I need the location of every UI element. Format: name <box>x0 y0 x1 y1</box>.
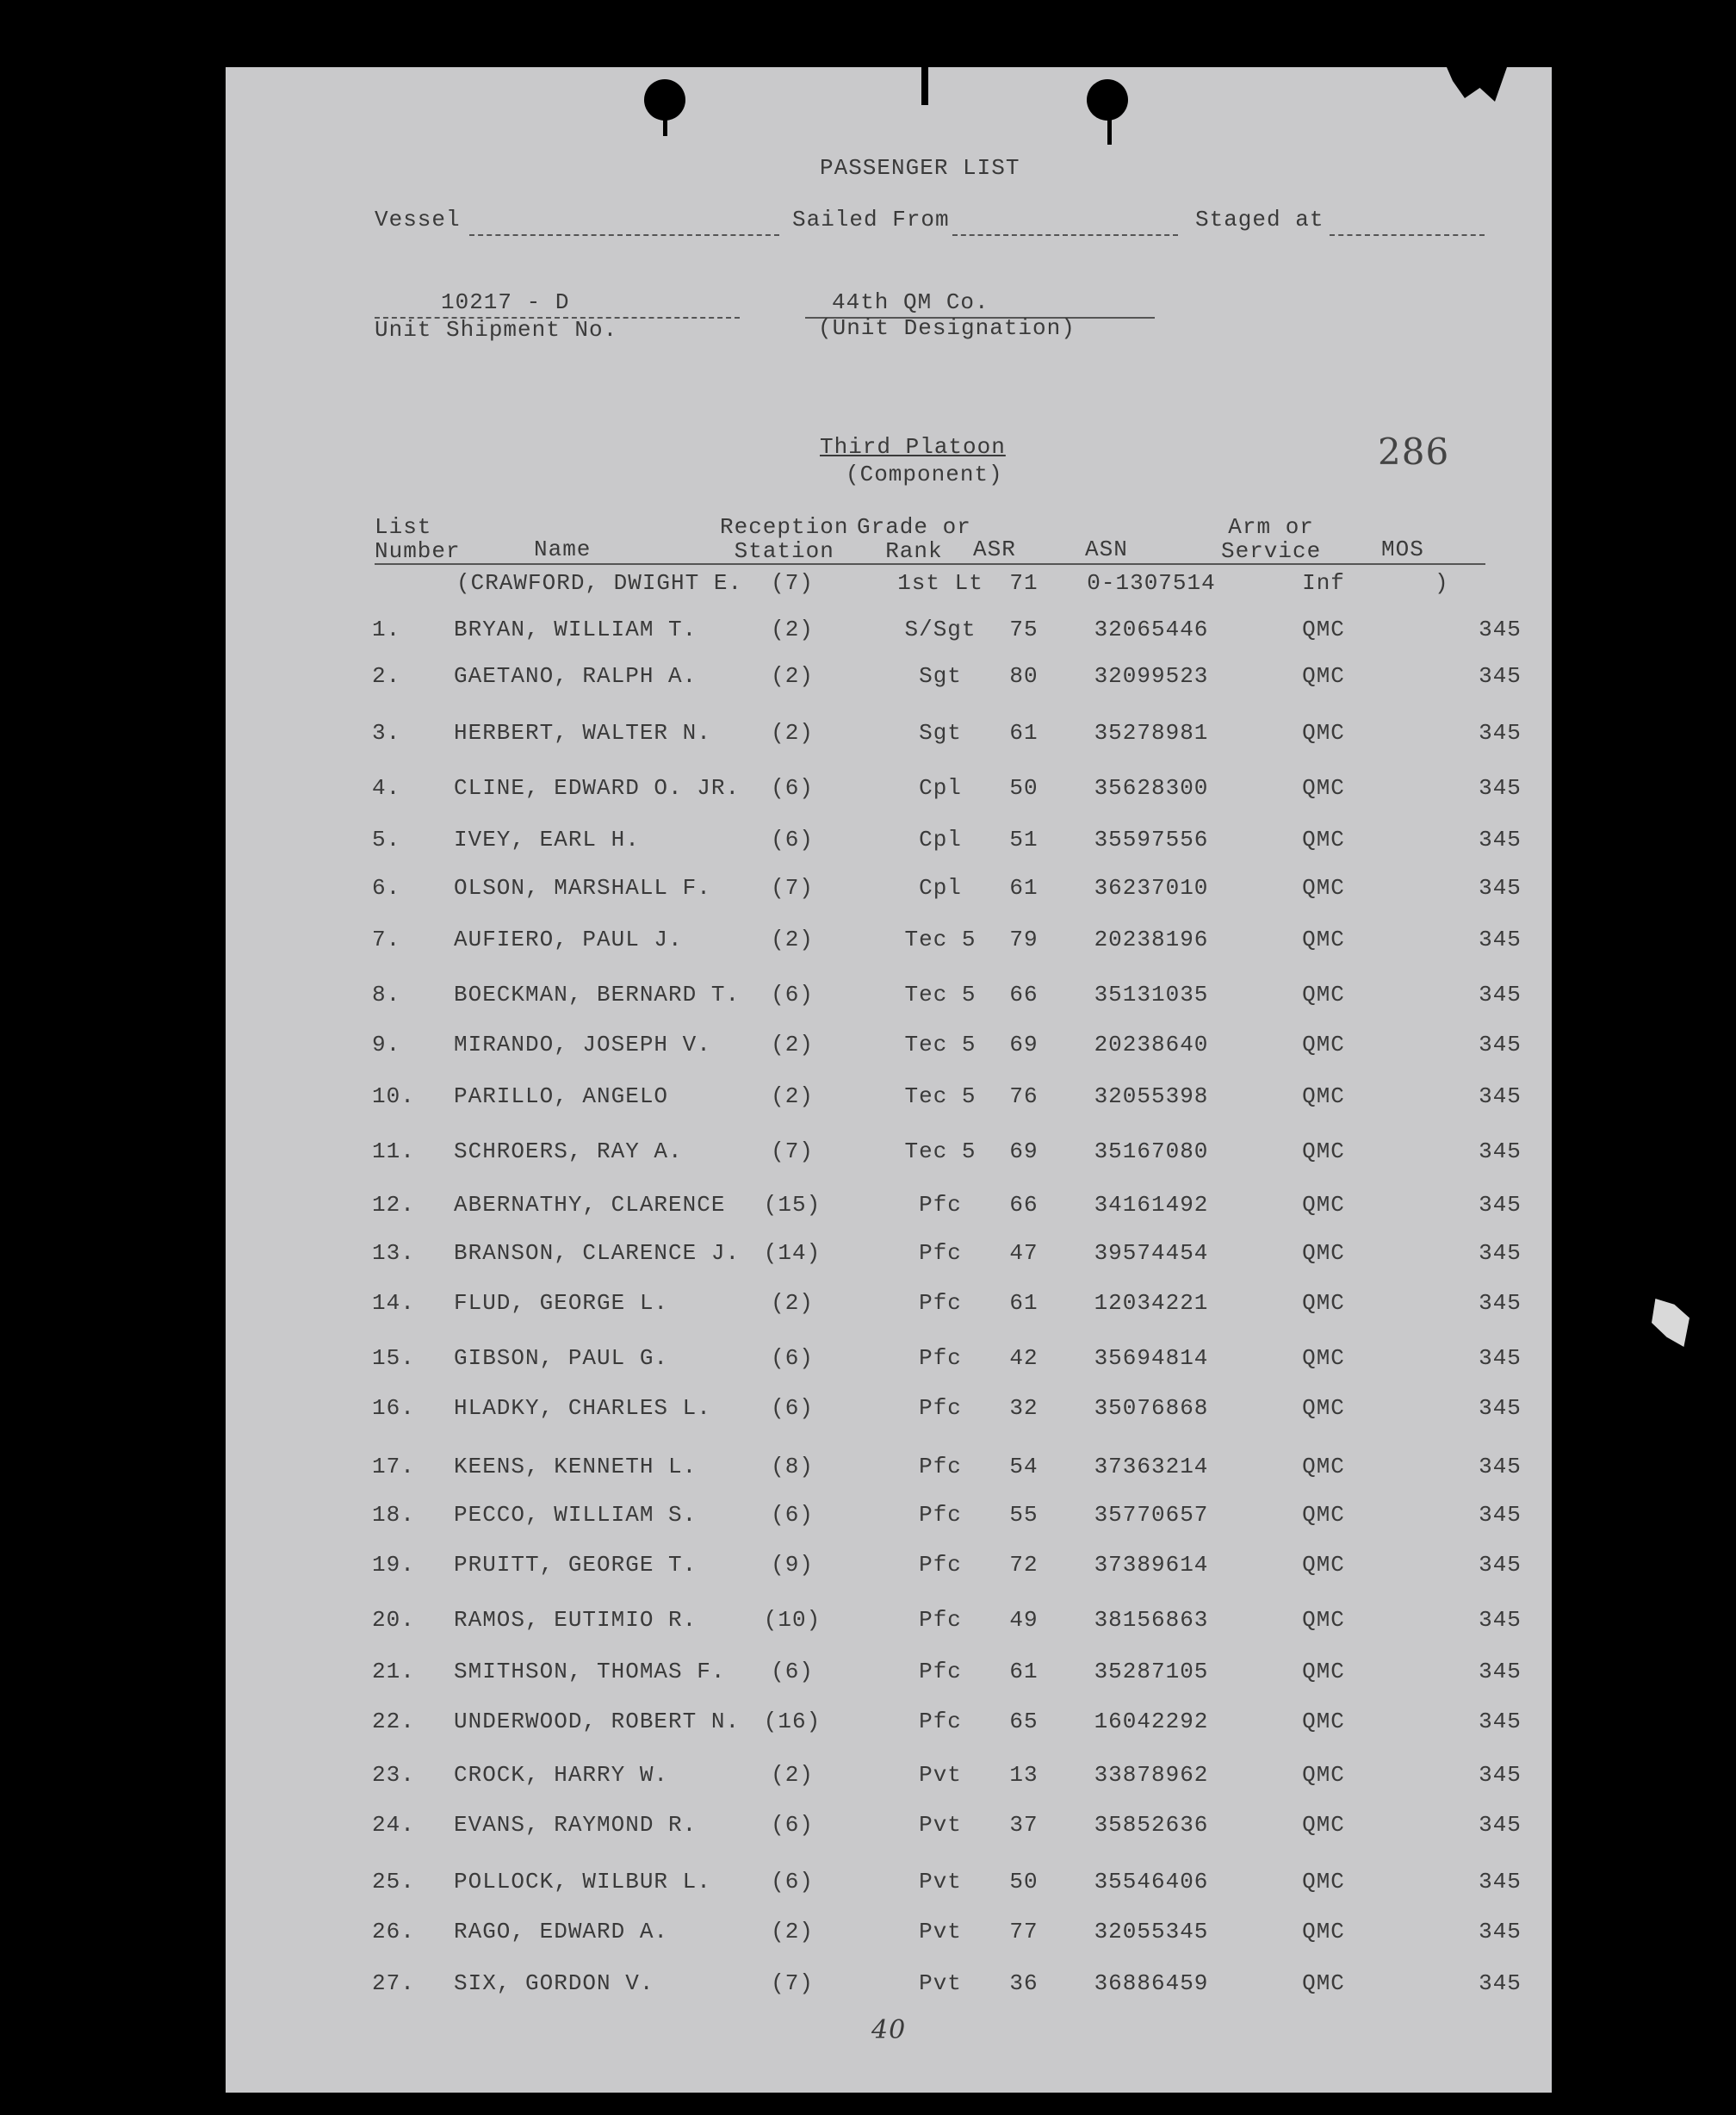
table-row <box>226 1552 1552 1586</box>
row-arm-service: QMC <box>1302 1502 1345 1528</box>
officer-name: (CRAWFORD, DWIGHT E. <box>456 570 743 596</box>
header-reception-station-text: Reception Station <box>720 514 849 564</box>
row-name: GAETANO, RALPH A. <box>454 663 698 689</box>
table-row <box>226 1812 1552 1846</box>
row-name: HERBERT, WALTER N. <box>454 720 711 746</box>
unit-designation-label: (Unit Designation) <box>818 315 1076 341</box>
row-arm-service: QMC <box>1302 1607 1345 1633</box>
row-asn: 37363214 <box>1094 1454 1209 1479</box>
row-number: 9. <box>372 1032 401 1058</box>
row-name: PECCO, WILLIAM S. <box>454 1502 698 1528</box>
officer-close-paren: ) <box>1435 570 1449 596</box>
row-mos: 345 <box>1479 1345 1522 1371</box>
row-mos: 345 <box>1479 1032 1522 1058</box>
row-asr: 47 <box>1009 1240 1038 1266</box>
row-asr: 66 <box>1009 982 1038 1008</box>
row-name: MIRANDO, JOSEPH V. <box>454 1032 711 1058</box>
row-mos: 345 <box>1479 1192 1522 1218</box>
row-reception-station: (14) <box>763 1240 822 1266</box>
row-arm-service: QMC <box>1302 1395 1345 1421</box>
row-asn: 32065446 <box>1094 617 1209 642</box>
row-asn: 12034221 <box>1094 1290 1209 1316</box>
paper-fragment <box>1652 1299 1690 1347</box>
row-arm-service: QMC <box>1302 1290 1345 1316</box>
row-reception-station: (6) <box>771 1395 814 1421</box>
row-asr: 79 <box>1009 927 1038 952</box>
row-number: 27. <box>372 1970 415 1996</box>
row-name: CLINE, EDWARD O. JR. <box>454 775 741 801</box>
row-mos: 345 <box>1479 1812 1522 1838</box>
table-row <box>226 927 1552 961</box>
row-grade: Sgt <box>919 663 962 689</box>
row-name: IVEY, EARL H. <box>454 827 640 853</box>
row-asn: 20238640 <box>1094 1032 1209 1058</box>
table-row <box>226 1083 1552 1118</box>
row-grade: Pfc <box>919 1709 962 1734</box>
document-title: PASSENGER LIST <box>820 155 1020 181</box>
staged-at-label: Staged at <box>1195 207 1324 233</box>
row-number: 16. <box>372 1395 415 1421</box>
table-row <box>226 1192 1552 1226</box>
row-asr: 61 <box>1009 1659 1038 1684</box>
row-name: RAGO, EDWARD A. <box>454 1919 669 1944</box>
officer-station: (7) <box>771 570 814 596</box>
row-mos: 345 <box>1479 617 1522 642</box>
row-arm-service: QMC <box>1302 1345 1345 1371</box>
table-row <box>226 1607 1552 1641</box>
row-arm-service: QMC <box>1302 827 1345 853</box>
row-grade: Tec 5 <box>904 1083 976 1109</box>
row-mos: 345 <box>1479 1762 1522 1788</box>
row-asn: 35287105 <box>1094 1659 1209 1684</box>
table-row <box>226 827 1552 861</box>
row-asr: 51 <box>1009 827 1038 853</box>
row-asn: 20238196 <box>1094 927 1209 952</box>
row-arm-service: QMC <box>1302 982 1345 1008</box>
row-grade: Cpl <box>919 827 962 853</box>
table-row <box>226 1395 1552 1430</box>
row-arm-service: QMC <box>1302 1192 1345 1218</box>
row-reception-station: (2) <box>771 663 814 689</box>
table-row <box>226 1290 1552 1324</box>
row-asn: 36886459 <box>1094 1970 1209 1996</box>
row-grade: Pvt <box>919 1869 962 1895</box>
row-arm-service: QMC <box>1302 1659 1345 1684</box>
row-number: 15. <box>372 1345 415 1371</box>
row-reception-station: (2) <box>771 927 814 952</box>
header-arm-text: Arm or Service <box>1221 514 1322 564</box>
row-asn: 38156863 <box>1094 1607 1209 1633</box>
row-asr: 13 <box>1009 1762 1038 1788</box>
row-mos: 345 <box>1479 1502 1522 1528</box>
row-asn: 35278981 <box>1094 720 1209 746</box>
row-grade: Pfc <box>919 1290 962 1316</box>
row-reception-station: (6) <box>771 1345 814 1371</box>
table-row <box>226 775 1552 809</box>
row-grade: Pfc <box>919 1552 962 1578</box>
row-asr: 61 <box>1009 1290 1038 1316</box>
row-grade: Pfc <box>919 1240 962 1266</box>
row-name: HLADKY, CHARLES L. <box>454 1395 711 1421</box>
row-arm-service: QMC <box>1302 720 1345 746</box>
row-number: 20. <box>372 1607 415 1633</box>
row-reception-station: (2) <box>771 1032 814 1058</box>
row-name: RAMOS, EUTIMIO R. <box>454 1607 698 1633</box>
row-asn: 35076868 <box>1094 1395 1209 1421</box>
row-reception-station: (6) <box>771 982 814 1008</box>
row-grade: Pvt <box>919 1970 962 1996</box>
row-name: AUFIERO, PAUL J. <box>454 927 683 952</box>
row-number: 25. <box>372 1869 415 1895</box>
row-asr: 37 <box>1009 1812 1038 1838</box>
row-grade: Cpl <box>919 775 962 801</box>
row-number: 12. <box>372 1192 415 1218</box>
header-list-number-text: List Number <box>375 514 461 564</box>
sailed-from-label: Sailed From <box>792 207 950 233</box>
row-number: 10. <box>372 1083 415 1109</box>
row-reception-station: (2) <box>771 1290 814 1316</box>
row-grade: Pfc <box>919 1659 962 1684</box>
row-asr: 72 <box>1009 1552 1038 1578</box>
row-asr: 69 <box>1009 1138 1038 1164</box>
row-asn: 35694814 <box>1094 1345 1209 1371</box>
header-asn: ASN <box>1085 537 1128 562</box>
row-asn: 36237010 <box>1094 875 1209 901</box>
row-grade: Cpl <box>919 875 962 901</box>
row-asr: 80 <box>1009 663 1038 689</box>
row-name: ABERNATHY, CLARENCE <box>454 1192 726 1218</box>
row-mos: 345 <box>1479 1290 1522 1316</box>
header-mos: MOS <box>1381 537 1424 562</box>
row-grade: Tec 5 <box>904 1138 976 1164</box>
row-grade: Pfc <box>919 1395 962 1421</box>
row-asr: 66 <box>1009 1192 1038 1218</box>
row-grade: Pfc <box>919 1192 962 1218</box>
row-mos: 345 <box>1479 1919 1522 1944</box>
row-name: FLUD, GEORGE L. <box>454 1290 669 1316</box>
row-mos: 345 <box>1479 982 1522 1008</box>
row-reception-station: (6) <box>771 1659 814 1684</box>
officer-asn: 0-1307514 <box>1087 570 1216 596</box>
row-reception-station: (6) <box>771 1812 814 1838</box>
row-grade: Tec 5 <box>904 982 976 1008</box>
row-asn: 33878962 <box>1094 1762 1209 1788</box>
row-grade: Pvt <box>919 1762 962 1788</box>
row-name: OLSON, MARSHALL F. <box>454 875 711 901</box>
row-asn: 32055398 <box>1094 1083 1209 1109</box>
row-asn: 35852636 <box>1094 1812 1209 1838</box>
row-asn: 35628300 <box>1094 775 1209 801</box>
row-mos: 345 <box>1479 1240 1522 1266</box>
officer-row <box>226 570 1552 605</box>
row-arm-service: QMC <box>1302 1138 1345 1164</box>
row-name: BRANSON, CLARENCE J. <box>454 1240 741 1266</box>
row-mos: 345 <box>1479 1607 1522 1633</box>
row-mos: 345 <box>1479 663 1522 689</box>
row-number: 3. <box>372 720 401 746</box>
row-grade: Pfc <box>919 1502 962 1528</box>
row-asn: 39574454 <box>1094 1240 1209 1266</box>
unit-shipment-number: 10217 - D <box>441 289 570 315</box>
row-number: 4. <box>372 775 401 801</box>
page-number: 286 <box>1378 431 1450 473</box>
officer-arm: Inf <box>1302 570 1345 596</box>
row-reception-station: (9) <box>771 1552 814 1578</box>
row-number: 24. <box>372 1812 415 1838</box>
component-name: Third Platoon <box>820 434 1006 460</box>
row-asr: 61 <box>1009 875 1038 901</box>
unit-shipment-label: Unit Shipment No. <box>375 317 618 343</box>
row-reception-station: (10) <box>763 1607 822 1633</box>
table-row <box>226 875 1552 909</box>
row-arm-service: QMC <box>1302 875 1345 901</box>
row-asr: 69 <box>1009 1032 1038 1058</box>
row-asr: 61 <box>1009 720 1038 746</box>
row-name: PARILLO, ANGELO <box>454 1083 669 1109</box>
row-asr: 77 <box>1009 1919 1038 1944</box>
row-asn: 32055345 <box>1094 1919 1209 1944</box>
row-number: 13. <box>372 1240 415 1266</box>
row-number: 2. <box>372 663 401 689</box>
row-asr: 50 <box>1009 1869 1038 1895</box>
row-reception-station: (15) <box>763 1192 822 1218</box>
row-name: POLLOCK, WILBUR L. <box>454 1869 711 1895</box>
row-reception-station: (2) <box>771 1762 814 1788</box>
row-asn: 35131035 <box>1094 982 1209 1008</box>
row-grade: Pfc <box>919 1607 962 1633</box>
row-mos: 345 <box>1479 1970 1522 1996</box>
table-row <box>226 1138 1552 1173</box>
row-arm-service: QMC <box>1302 617 1345 642</box>
row-asn: 32099523 <box>1094 663 1209 689</box>
row-mos: 345 <box>1479 720 1522 746</box>
table-row <box>226 1240 1552 1275</box>
row-name: BRYAN, WILLIAM T. <box>454 617 698 642</box>
row-asn: 34161492 <box>1094 1192 1209 1218</box>
row-asr: 49 <box>1009 1607 1038 1633</box>
row-reception-station: (7) <box>771 1138 814 1164</box>
table-row <box>226 663 1552 698</box>
row-reception-station: (6) <box>771 1502 814 1528</box>
row-asr: 50 <box>1009 775 1038 801</box>
row-arm-service: QMC <box>1302 775 1345 801</box>
table-row <box>226 1869 1552 1903</box>
row-arm-service: QMC <box>1302 1812 1345 1838</box>
row-mos: 345 <box>1479 927 1522 952</box>
row-arm-service: QMC <box>1302 1032 1345 1058</box>
header-grade-text: Grade or Rank <box>857 514 971 564</box>
row-asn: 37389614 <box>1094 1552 1209 1578</box>
row-name: SMITHSON, THOMAS F. <box>454 1659 726 1684</box>
row-asn: 35770657 <box>1094 1502 1209 1528</box>
row-number: 26. <box>372 1919 415 1944</box>
row-reception-station: (2) <box>771 720 814 746</box>
row-grade: Pvt <box>919 1812 962 1838</box>
row-number: 22. <box>372 1709 415 1734</box>
row-reception-station: (6) <box>771 775 814 801</box>
table-row <box>226 1454 1552 1488</box>
row-grade: Tec 5 <box>904 1032 976 1058</box>
header-asr: ASR <box>973 537 1016 562</box>
row-name: CROCK, HARRY W. <box>454 1762 669 1788</box>
row-asr: 36 <box>1009 1970 1038 1996</box>
row-name: EVANS, RAYMOND R. <box>454 1812 698 1838</box>
officer-asr: 71 <box>1009 570 1038 596</box>
row-reception-station: (7) <box>771 1970 814 1996</box>
row-reception-station: (16) <box>763 1709 822 1734</box>
row-asr: 55 <box>1009 1502 1038 1528</box>
row-grade: Pfc <box>919 1454 962 1479</box>
row-number: 17. <box>372 1454 415 1479</box>
row-number: 19. <box>372 1552 415 1578</box>
row-name: UNDERWOOD, ROBERT N. <box>454 1709 741 1734</box>
row-reception-station: (2) <box>771 1919 814 1944</box>
table-row <box>226 1345 1552 1380</box>
row-asn: 35597556 <box>1094 827 1209 853</box>
row-reception-station: (2) <box>771 1083 814 1109</box>
table-row <box>226 1919 1552 1953</box>
table-row <box>226 1970 1552 2005</box>
row-grade: S/Sgt <box>904 617 976 642</box>
row-arm-service: QMC <box>1302 1919 1345 1944</box>
row-number: 5. <box>372 827 401 853</box>
vessel-label: Vessel <box>375 207 461 233</box>
row-name: KEENS, KENNETH L. <box>454 1454 698 1479</box>
table-row <box>226 617 1552 651</box>
table-row <box>226 720 1552 754</box>
row-name: SIX, GORDON V. <box>454 1970 654 1996</box>
row-arm-service: QMC <box>1302 1869 1345 1895</box>
table-row <box>226 1659 1552 1693</box>
handwritten-mark: 40 <box>871 2015 907 2045</box>
row-mos: 345 <box>1479 1552 1522 1578</box>
row-asr: 42 <box>1009 1345 1038 1371</box>
table-row <box>226 982 1552 1016</box>
row-name: PRUITT, GEORGE T. <box>454 1552 698 1578</box>
officer-grade: 1st Lt <box>897 570 983 596</box>
row-name: SCHROERS, RAY A. <box>454 1138 683 1164</box>
row-mos: 345 <box>1479 1395 1522 1421</box>
table-row <box>226 1762 1552 1796</box>
row-asr: 54 <box>1009 1454 1038 1479</box>
row-reception-station: (7) <box>771 875 814 901</box>
row-name: GIBSON, PAUL G. <box>454 1345 669 1371</box>
row-mos: 345 <box>1479 775 1522 801</box>
row-reception-station: (8) <box>771 1454 814 1479</box>
row-reception-station: (6) <box>771 827 814 853</box>
row-arm-service: QMC <box>1302 1762 1345 1788</box>
row-mos: 345 <box>1479 875 1522 901</box>
row-mos: 345 <box>1479 1869 1522 1895</box>
row-arm-service: QMC <box>1302 1970 1345 1996</box>
row-number: 7. <box>372 927 401 952</box>
row-mos: 345 <box>1479 1659 1522 1684</box>
row-arm-service: QMC <box>1302 927 1345 952</box>
row-asr: 76 <box>1009 1083 1038 1109</box>
row-reception-station: (2) <box>771 617 814 642</box>
row-number: 6. <box>372 875 401 901</box>
row-arm-service: QMC <box>1302 1454 1345 1479</box>
component-label: (Component) <box>846 462 1003 487</box>
row-asr: 75 <box>1009 617 1038 642</box>
row-mos: 345 <box>1479 1454 1522 1479</box>
roster-table <box>226 67 1552 2093</box>
row-number: 14. <box>372 1290 415 1316</box>
row-asn: 35546406 <box>1094 1869 1209 1895</box>
row-number: 18. <box>372 1502 415 1528</box>
row-mos: 345 <box>1479 1083 1522 1109</box>
unit-designation: 44th QM Co. <box>832 289 989 315</box>
row-number: 8. <box>372 982 401 1008</box>
row-reception-station: (6) <box>771 1869 814 1895</box>
row-arm-service: QMC <box>1302 663 1345 689</box>
row-grade: Sgt <box>919 720 962 746</box>
row-number: 23. <box>372 1762 415 1788</box>
row-number: 21. <box>372 1659 415 1684</box>
row-grade: Pvt <box>919 1919 962 1944</box>
row-arm-service: QMC <box>1302 1709 1345 1734</box>
row-mos: 345 <box>1479 1138 1522 1164</box>
row-asr: 65 <box>1009 1709 1038 1734</box>
row-asr: 32 <box>1009 1395 1038 1421</box>
row-arm-service: QMC <box>1302 1552 1345 1578</box>
row-arm-service: QMC <box>1302 1083 1345 1109</box>
row-number: 11. <box>372 1138 415 1164</box>
table-row <box>226 1502 1552 1536</box>
row-number: 1. <box>372 617 401 642</box>
row-name: BOECKMAN, BERNARD T. <box>454 982 741 1008</box>
row-asn: 16042292 <box>1094 1709 1209 1734</box>
row-arm-service: QMC <box>1302 1240 1345 1266</box>
header-name: Name <box>534 537 592 562</box>
row-mos: 345 <box>1479 1709 1522 1734</box>
row-grade: Pfc <box>919 1345 962 1371</box>
row-mos: 345 <box>1479 827 1522 853</box>
row-asn: 35167080 <box>1094 1138 1209 1164</box>
table-row <box>226 1032 1552 1066</box>
row-grade: Tec 5 <box>904 927 976 952</box>
table-row <box>226 1709 1552 1743</box>
